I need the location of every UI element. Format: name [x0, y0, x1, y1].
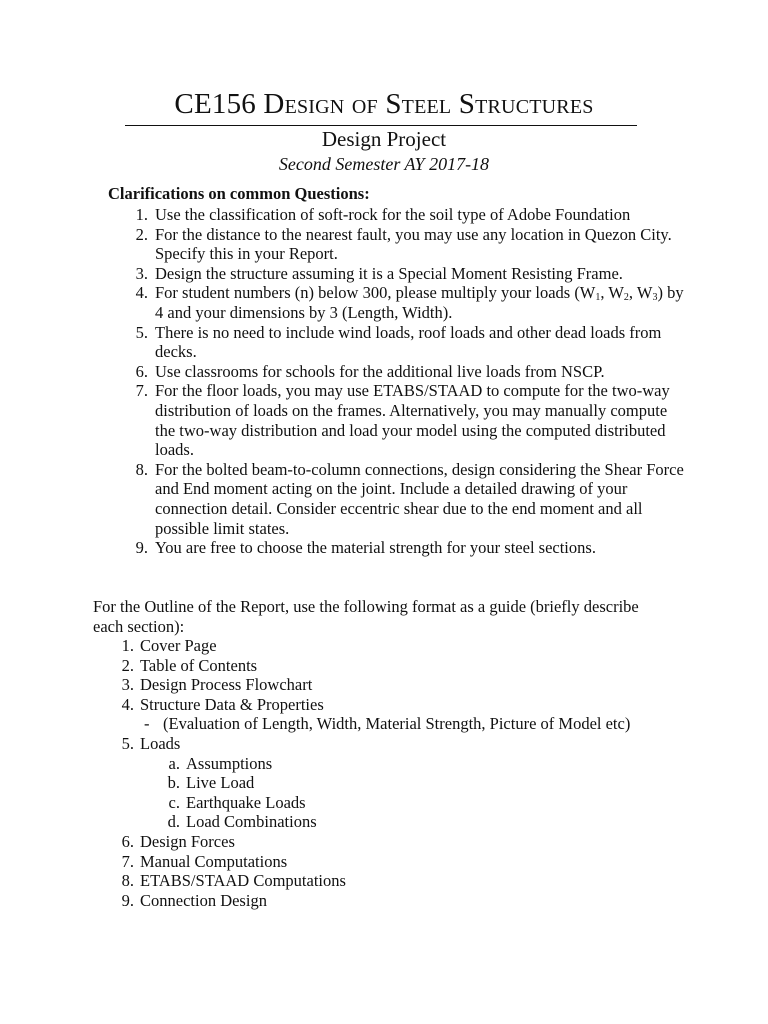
course-code: CE156	[174, 88, 264, 120]
sub-list-item: c. Earthquake Loads	[168, 792, 306, 812]
sub-list-item: a. Assumptions	[168, 753, 273, 773]
list-item: 4. Structure Data & Properties - (Evaluation of Length, Width, Material Strength, Picture of Model etc)	[116, 695, 676, 734]
semester-line: Second Semester AY 2017-18	[278, 154, 490, 174]
clarifications-list	[130, 205, 690, 558]
document-title	[0, 86, 768, 122]
list-item: 2. Table of Contents	[121, 655, 258, 675]
list-item: 9. Connection Design	[121, 890, 267, 910]
list-item: 7. Manual Computations	[121, 851, 288, 871]
sub-list-item: - (Evaluation of Length, Width, Material Strength, Picture of Model etc)	[144, 714, 631, 734]
list-item: 3. Design Process Flowchart	[121, 675, 313, 695]
clarifications-heading: Clarifications on common Questions:	[108, 184, 370, 203]
list-item: 4. For student numbers (n) below 300, please multiply your loads ($W_1$, $W_2$, $W_3$) by 4 and your dimensions by 3 (Length, Width).	[135, 283, 684, 322]
sub-list	[140, 714, 676, 734]
list-item: 8. ETABS/STAAD Computations	[121, 871, 346, 891]
sub-list	[140, 754, 676, 832]
sub-list-item: d. Load Combinations	[167, 812, 317, 832]
list-item: 1. Cover Page	[121, 636, 217, 655]
list-item: 8. For the bolted beam-to-column connections, design considering the Shear Force and End moment acting on the joint. Include a detailed drawing of your connection detail. Consider eccentric shear due to the end moment and all possible limit states.	[135, 459, 684, 538]
list-item: 9. You are free to choose the material strength for your steel sections.	[135, 538, 596, 558]
course-name: Design of Steel Structures	[263, 88, 594, 120]
sub-list-item: b. Live Load	[167, 773, 255, 793]
list-item: 3. Design the structure assuming it is a Special Moment Resisting Frame.	[135, 263, 623, 283]
list-item: 7. For the floor loads, you may use ETABS/STAAD to compute for the two-way distribution of loads on the frames. Alternatively, you may manually compute the two-way distribution and load your model using the computed distributed loads.	[135, 381, 670, 460]
outline-list	[116, 636, 676, 910]
outline-intro: For the Outline of the Report, use the following format as a guide (briefly describe each section):	[93, 597, 639, 636]
list-item: 2. For the distance to the nearest fault, you may use any location in Quezon City. Specify this in your Report.	[135, 224, 672, 264]
document-subtitle: Design Project	[321, 127, 447, 151]
list-item: 5. There is no need to include wind loads, roof loads and other dead loads from decks.	[135, 322, 662, 362]
list-item: 6. Use classrooms for schools for the additional live loads from NSCP.	[135, 361, 605, 381]
list-item: 6. Design Forces	[121, 831, 235, 851]
list-item: 1. Use the classification of soft-rock for the soil type of Adobe Foundation	[135, 205, 631, 224]
list-item: 5. Loads a. Assumptions b. Live Load c. Earthquake Loads d. Load Combinations	[116, 734, 676, 832]
